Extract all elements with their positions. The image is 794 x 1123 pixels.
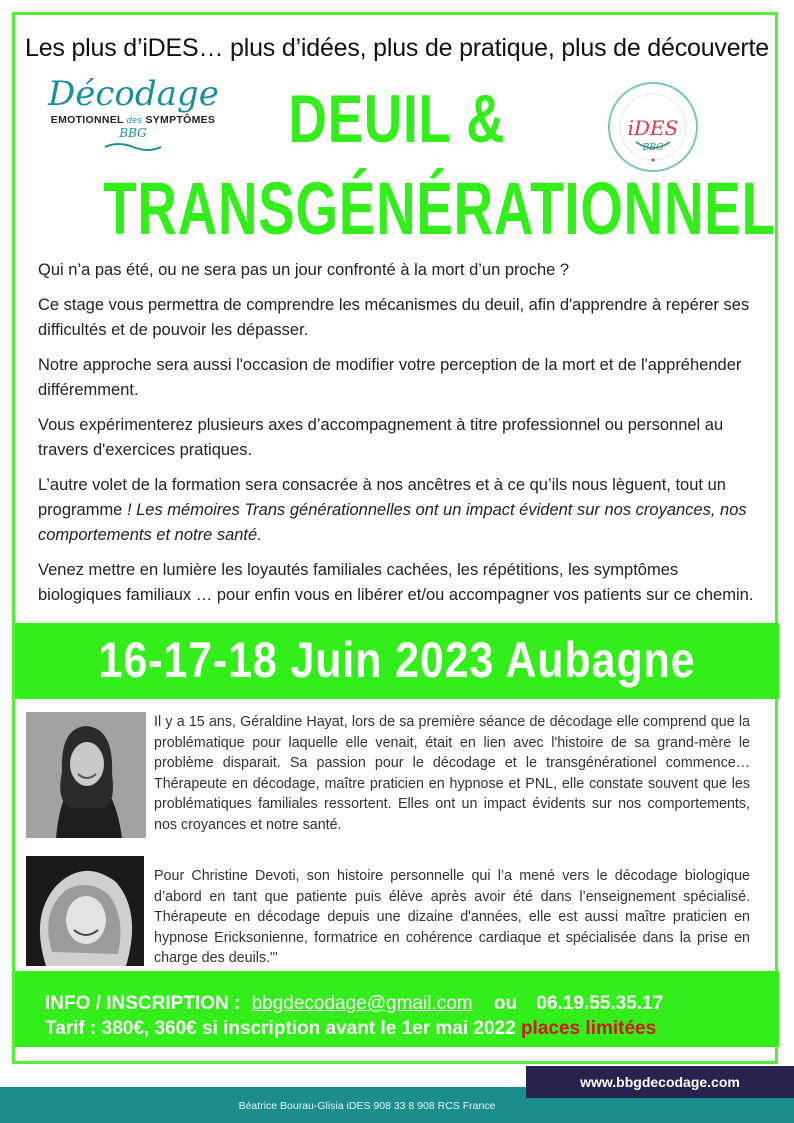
paragraph-5-start: L’autre volet de la formation sera consacrée à nos ancêtres et à ce qu’ils nous lèguent, tout un programme	[38, 476, 726, 519]
info-label: INFO / INSCRIPTION :	[45, 993, 241, 1014]
ides-logo-brand: BBG	[642, 143, 664, 153]
info-banner	[15, 971, 779, 1047]
phone-number[interactable]: 06.19.55.35.17	[536, 993, 664, 1014]
logo-sub-2: des	[126, 115, 143, 125]
info-ou: ou	[493, 993, 518, 1014]
info-line	[45, 993, 663, 1015]
title-line-2: TRANSGÉNÉRATIONNEL	[103, 167, 776, 250]
bio-christine: Pour Christine Devoti, son histoire personnelle qui l’a mené vers le décodage biologique d’abord en tant que patiente puis élève après avoir été dans l’enseignement spécialisé. Thérapeute en décodage depuis une dizaine d'années, elle est aussi maître praticien en hypnose Ericksonienne, formatrice en cohérence cardiaque et spécialisée dans la prise en charge des deuils."'	[154, 868, 750, 966]
paragraph-2: Ce stage vous permettra de comprendre les mécanismes du deuil, afin d'apprendre à repérer ses difficultés et de pouvoir les dépasser.	[38, 296, 750, 339]
title-line-1: DEUIL &	[288, 81, 506, 157]
paragraph-3: Notre approche sera aussi l'occasion de modifier votre perception de la mort et de l'appréhender différemment.	[38, 356, 742, 399]
website-link[interactable]: www.bbgdecodage.com	[580, 1074, 740, 1090]
logo-brand: BBG	[119, 126, 147, 140]
description-body	[38, 258, 758, 618]
tarif-line	[45, 1018, 656, 1040]
website-badge[interactable]	[526, 1066, 794, 1098]
logo-script: Décodage	[48, 74, 219, 114]
limited-places: places limitées	[520, 1018, 657, 1039]
logo-sub-3: SYMPTÔMES	[145, 114, 216, 126]
footer-text: Béatrice Bourau-Glisia iDES 908 33 8 908 RCS France	[238, 1100, 496, 1112]
paragraph-1: Qui n’a pas été, ou ne sera pas un jour confronté à la mort d’un proche ?	[38, 261, 570, 279]
portrait-christine	[26, 856, 144, 966]
logo-sub-1: EMOTIONNEL	[50, 114, 124, 126]
tarif-text: Tarif : 380€, 360€ si inscription avant le 1er mai 2022	[45, 1018, 516, 1039]
date-banner	[15, 623, 779, 699]
ides-logo-text: iDES	[627, 116, 679, 140]
portrait-geraldine	[26, 712, 146, 838]
date-banner-text: 16-17-18 Juin 2023 Aubagne	[98, 632, 696, 688]
email-link[interactable]: bbgdecodage@gmail.com	[251, 993, 473, 1014]
tagline: Les plus d’iDES… plus d’idées, plus de pratique, plus de découverte	[25, 34, 769, 62]
paragraph-5	[38, 473, 758, 548]
paragraph-6: Venez mettre en lumière les loyautés familiales cachées, les répétitions, les symptômes biologiques familiaux … pour enfin vous en libérer et/ou accompagner vos patients sur ce chemin.	[38, 561, 754, 604]
bio-geraldine: Il y a 15 ans, Géraldine Hayat, lors de sa première séance de décodage elle comprend que la problématique pour laquelle elle venait, était en lien avec l'histoire de sa grand-mère le problème disparait. Sa passion pour le décodage et le transgénérationel commence… Thérapeute en décodage, maître praticien en hypnose et PNL, elle constate souvent que les problématiques familiales ressortent. Elles ont un impact évidents sur nos comportements, nos croyances et notre santé.	[154, 714, 750, 833]
paragraph-5-italic: ! Les mémoires Trans générationnelles ont un impact évident sur nos croyances, nos comportements et notre santé.	[38, 501, 747, 544]
paragraph-4: Vous expérimenterez plusieurs axes d’accompagnement à titre professionnel ou personnel au travers d'exercices pratiques.	[38, 416, 724, 459]
